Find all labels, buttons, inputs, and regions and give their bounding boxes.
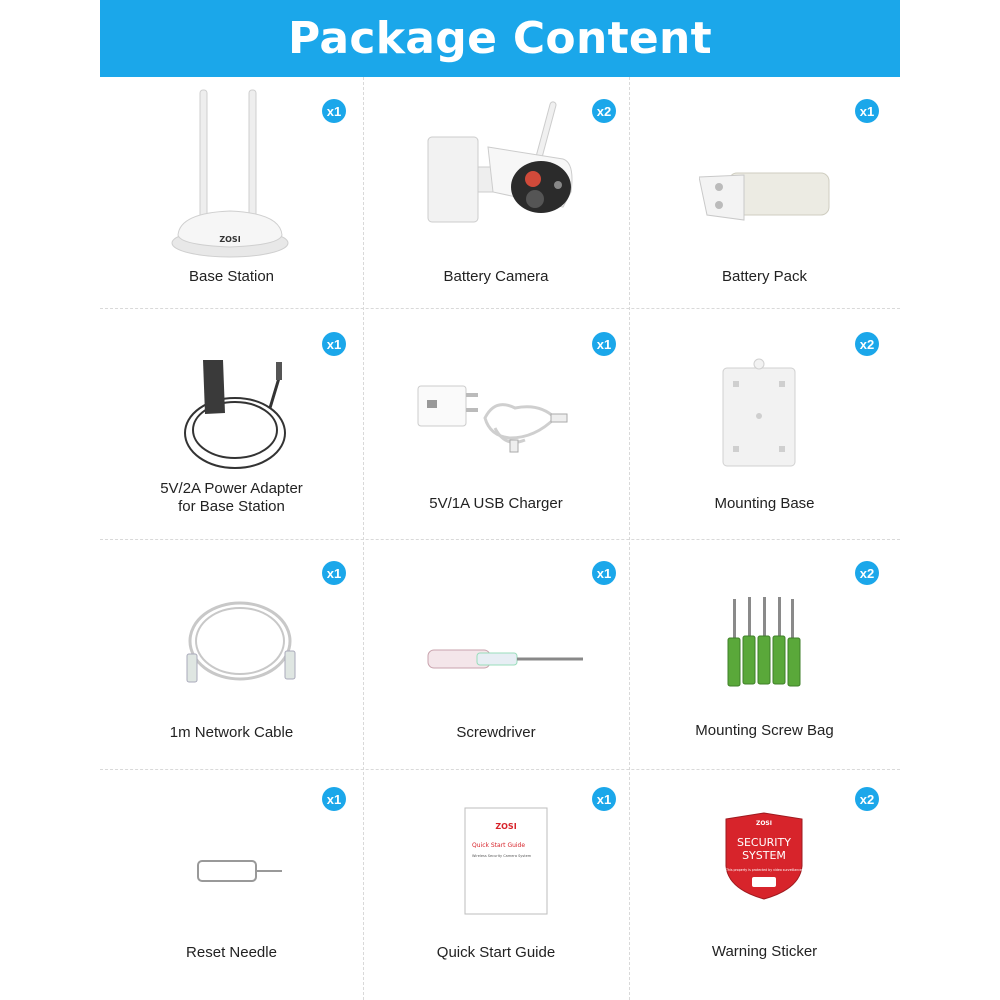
base-station-icon: [170, 85, 290, 265]
sticker-line2: SYSTEM: [742, 849, 786, 862]
item-label: Battery Camera: [443, 268, 549, 285]
item-power-adapter: [100, 308, 363, 539]
item-label: Warning Sticker: [711, 943, 818, 960]
item-label: Screwdriver: [456, 724, 536, 741]
page-title: Package Content: [287, 13, 713, 64]
quantity-badge: x1: [855, 99, 879, 123]
item-label-line2: for Base Station: [178, 498, 285, 515]
item-label: Mounting Base: [714, 495, 815, 512]
item-quick-start-guide: [363, 769, 629, 1000]
item-label: Base Station: [188, 268, 275, 285]
usb-charger-icon: [415, 378, 575, 478]
quantity-badge: x1: [322, 332, 346, 356]
item-network-cable: [100, 539, 363, 769]
brand-text: ZOSI: [495, 822, 517, 831]
item-label: Reset Needle: [186, 944, 277, 961]
warning-sticker-icon: [722, 811, 806, 901]
screwdriver-icon: [425, 644, 585, 674]
guide-subtitle-text: Wireless Security Camera System: [472, 854, 532, 858]
item-label-line1: 5V/2A Power Adapter: [160, 480, 303, 497]
item-battery-camera: [363, 77, 629, 308]
screw-bag-icon: [725, 594, 805, 689]
item-base-station: [100, 77, 363, 308]
item-label: [100, 480, 363, 516]
item-reset-needle: [100, 769, 363, 1000]
network-cable-icon: [185, 599, 300, 689]
item-screwdriver: [363, 539, 629, 769]
item-usb-charger: [363, 308, 629, 539]
reset-needle-icon: [196, 859, 284, 883]
item-label: Battery Pack: [721, 268, 808, 285]
header-banner: [100, 0, 900, 77]
sticker-small-text: This property is protected by video surveillance: [726, 868, 802, 872]
quantity-badge: x2: [855, 332, 879, 356]
quantity-badge: x2: [855, 561, 879, 585]
item-label: Mounting Screw Bag: [695, 722, 834, 739]
quantity-badge: x2: [855, 787, 879, 811]
item-label: 5V/1A USB Charger: [429, 495, 563, 512]
mounting-base-icon: [719, 356, 799, 471]
quantity-badge: x1: [592, 787, 616, 811]
quantity-badge: x1: [592, 332, 616, 356]
brand-text: ZOSI: [219, 235, 241, 244]
quantity-badge: x1: [322, 787, 346, 811]
quantity-badge: x2: [592, 99, 616, 123]
quantity-badge: x1: [322, 99, 346, 123]
quick-start-guide-icon: [464, 807, 548, 915]
sticker-line1: SECURITY: [737, 836, 791, 849]
power-adapter-icon: [175, 358, 295, 473]
item-screw-bag: [629, 539, 900, 769]
guide-title-text: Quick Start Guide: [472, 842, 526, 849]
brand-text: ZOSI: [755, 820, 773, 827]
battery-pack-icon: [699, 165, 839, 235]
item-label: 1m Network Cable: [169, 724, 294, 741]
item-battery-pack: [629, 77, 900, 308]
quantity-badge: x1: [322, 561, 346, 585]
item-mounting-base: [629, 308, 900, 539]
package-grid: [100, 77, 900, 1000]
quantity-badge: x1: [592, 561, 616, 585]
battery-camera-icon: [423, 97, 583, 237]
item-label: Quick Start Guide: [436, 944, 556, 961]
item-warning-sticker: [629, 769, 900, 1000]
